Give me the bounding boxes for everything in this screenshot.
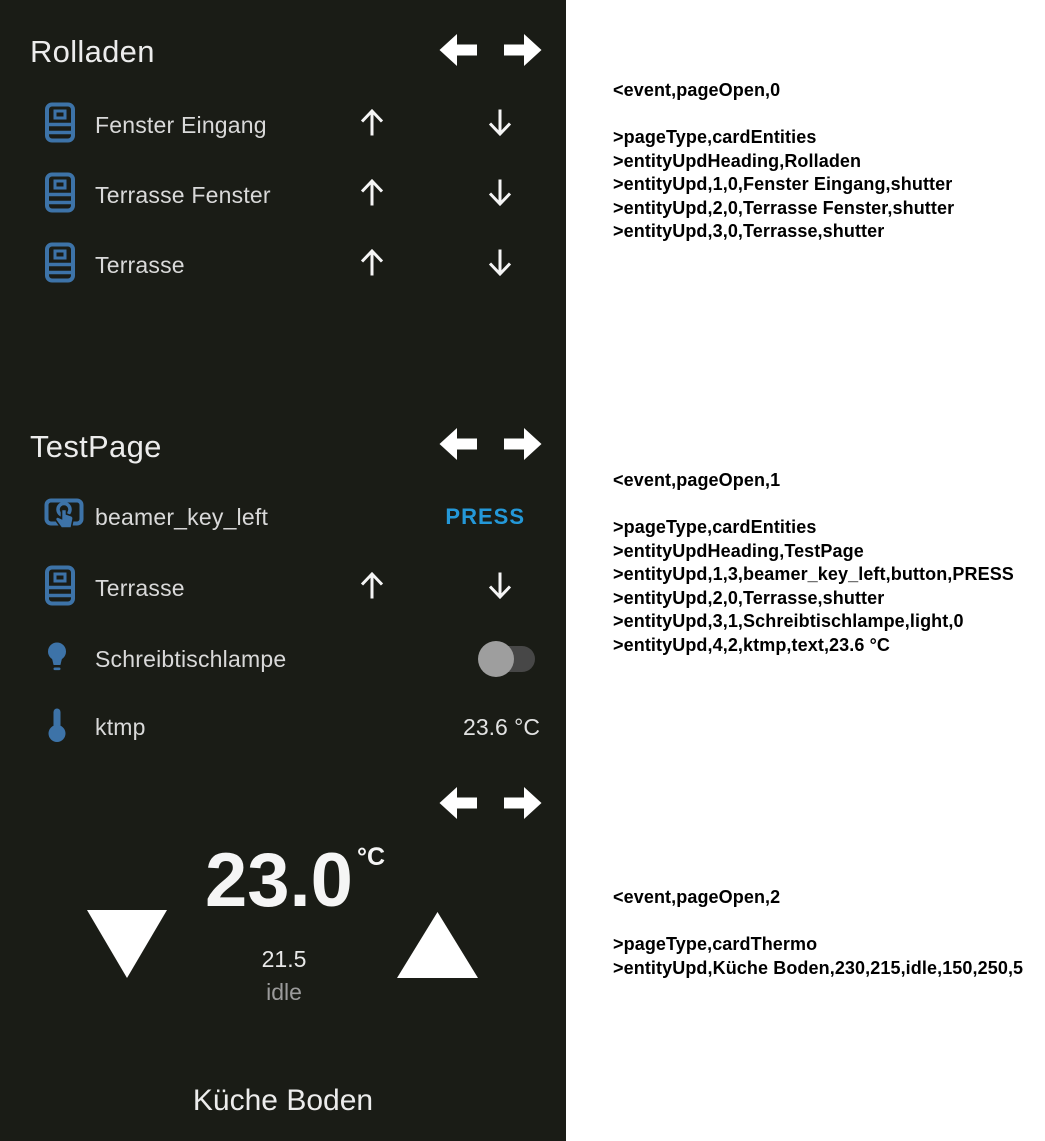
protocol-line: >entityUpdHeading,Rolladen bbox=[613, 150, 862, 171]
protocol-line: >entityUpd,3,0,Terrasse,shutter bbox=[613, 221, 885, 241]
page-next-button[interactable] bbox=[504, 786, 542, 820]
shutter-up-button[interactable] bbox=[357, 106, 387, 145]
setpoint-temperature: 21.5 bbox=[261, 946, 307, 972]
thermostat-name: Küche Boden bbox=[192, 1084, 374, 1117]
card-title-testpage: TestPage bbox=[30, 429, 162, 464]
protocol-line: >entityUpd,2,0,Terrasse,shutter bbox=[613, 587, 885, 608]
page-next-button[interactable] bbox=[504, 427, 542, 461]
entity-row-terrasse-fenster bbox=[0, 160, 566, 230]
page-prev-button[interactable] bbox=[439, 33, 477, 67]
protocol-line: >pageType,cardEntities bbox=[613, 127, 817, 147]
entity-row-terrasse bbox=[0, 230, 566, 300]
gesture-tap-button-icon bbox=[44, 496, 84, 539]
shutter-down-button[interactable] bbox=[485, 569, 515, 608]
shutter-up-button[interactable] bbox=[357, 569, 387, 608]
setpoint-decrease-button[interactable] bbox=[87, 910, 167, 983]
shutter-up-button[interactable] bbox=[357, 176, 387, 215]
shutter-down-button[interactable] bbox=[485, 176, 515, 215]
nav-left-icon bbox=[439, 786, 477, 820]
entity-label: Terrasse bbox=[95, 252, 185, 278]
shutter-icon bbox=[44, 565, 76, 612]
protocol-block-page1 bbox=[613, 469, 1014, 657]
protocol-event-line: <event,pageOpen,2 bbox=[613, 887, 781, 907]
entity-label: Fenster Eingang bbox=[95, 112, 267, 138]
protocol-event-line: <event,pageOpen,1 bbox=[613, 470, 781, 490]
shutter-down-button[interactable] bbox=[485, 246, 515, 285]
nav-right-icon bbox=[504, 427, 542, 461]
protocol-line: >entityUpd,Küche Boden,230,215,idle,150,250,5 bbox=[613, 957, 1024, 978]
protocol-line: >entityUpdHeading,TestPage bbox=[613, 540, 864, 561]
entity-row-fenster-eingang bbox=[0, 90, 566, 160]
page-prev-button[interactable] bbox=[439, 427, 477, 461]
entity-label: Terrasse Fenster bbox=[95, 182, 271, 208]
protocol-line: >entityUpd,2,0,Terrasse Fenster,shutter bbox=[613, 197, 955, 218]
nav-right-icon bbox=[504, 33, 542, 67]
temperature-value: 23.6 °C bbox=[463, 714, 540, 740]
shutter-up-button[interactable] bbox=[357, 246, 387, 285]
entity-label: ktmp bbox=[95, 714, 146, 740]
lightbulb-icon bbox=[44, 641, 70, 678]
protocol-line: >pageType,cardEntities bbox=[613, 517, 817, 537]
shutter-down-button[interactable] bbox=[485, 106, 515, 145]
protocol-block-page0 bbox=[613, 79, 954, 244]
nav-right-icon bbox=[504, 786, 542, 820]
entity-row-beamer-key-left bbox=[0, 482, 566, 552]
temperature-unit: °C bbox=[357, 843, 386, 871]
protocol-line: >entityUpd,3,1,Schreibtischlampe,light,0 bbox=[613, 611, 964, 631]
shutter-icon bbox=[44, 172, 76, 219]
entity-row-schreibtischlampe bbox=[0, 624, 566, 694]
shutter-icon bbox=[44, 102, 76, 149]
press-button[interactable]: PRESS bbox=[445, 504, 525, 529]
page-prev-button[interactable] bbox=[439, 786, 477, 820]
shutter-icon bbox=[44, 242, 76, 289]
protocol-line: >pageType,cardThermo bbox=[613, 934, 818, 954]
entity-label: Terrasse bbox=[95, 575, 185, 601]
entity-label: beamer_key_left bbox=[95, 504, 269, 530]
protocol-line: >entityUpd,1,0,Fenster Eingang,shutter bbox=[613, 174, 953, 194]
triangle-down-icon bbox=[87, 910, 167, 978]
protocol-line: >entityUpd,4,2,ktmp,text,23.6 °C bbox=[613, 634, 890, 655]
nav-left-icon bbox=[439, 33, 477, 67]
nav-left-icon bbox=[439, 427, 477, 461]
setpoint-increase-button[interactable] bbox=[397, 912, 478, 983]
current-temperature: 23.0 bbox=[205, 838, 353, 923]
protocol-line: >entityUpd,1,3,beamer_key_left,button,PRESS bbox=[613, 564, 1014, 584]
entity-label: Schreibtischlampe bbox=[95, 646, 287, 672]
entity-row-ktmp bbox=[0, 692, 566, 762]
toggle-knob bbox=[478, 641, 514, 677]
page-next-button[interactable] bbox=[504, 33, 542, 67]
card-title-rolladen: Rolladen bbox=[30, 34, 155, 69]
entity-row-terrasse bbox=[0, 553, 566, 623]
hvac-state: idle bbox=[266, 979, 302, 1005]
triangle-up-icon bbox=[397, 912, 478, 978]
protocol-event-line: <event,pageOpen,0 bbox=[613, 80, 781, 100]
thermometer-icon bbox=[44, 707, 70, 748]
light-toggle-off[interactable] bbox=[478, 641, 536, 677]
protocol-block-page2 bbox=[613, 886, 1023, 980]
